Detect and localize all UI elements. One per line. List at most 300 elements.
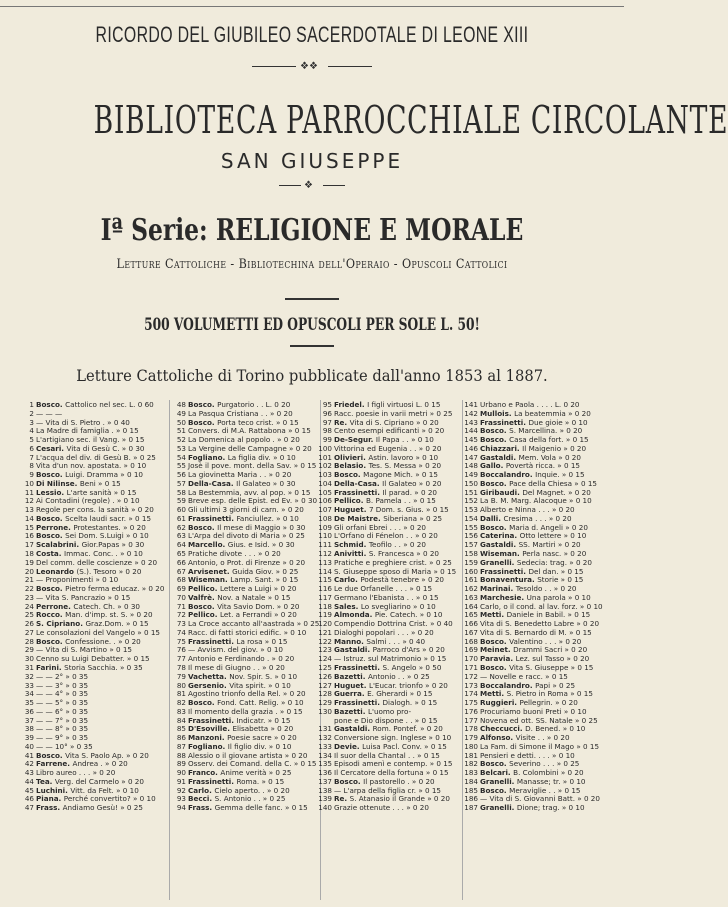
entry-number: 138: [318, 785, 332, 795]
entry-number: 106: [318, 496, 332, 506]
entry-title: B. Colombini » 0 20: [513, 768, 584, 778]
entry-title: Il Galateo » 0 30: [236, 478, 296, 488]
entry-author: Frassinetti.: [188, 636, 237, 646]
entry-author: Gastaldi.: [480, 452, 519, 462]
entry-number: 104: [318, 478, 332, 488]
entry-number: 186: [464, 794, 478, 804]
entry-number: 166: [464, 619, 478, 629]
entry-title: D. Bened. » 0 10: [525, 724, 586, 734]
entry-title: Gius. e Isid. » 0 30: [227, 540, 295, 550]
entry-author: Gastaldi.: [480, 540, 519, 550]
entry-title: Del dan. » 0 15: [528, 566, 584, 576]
entry-number: 37: [24, 715, 34, 725]
entry-number: 90: [176, 768, 186, 778]
short-rule: [285, 298, 339, 300]
entry-title: Gemma delle fanc. » 0 15: [214, 803, 308, 813]
entry-author: Metti.: [480, 610, 507, 620]
entry-author: Cesari.: [36, 443, 67, 453]
entry-title: S. Francesca » 0 20: [368, 549, 439, 559]
entry-number: 159: [464, 557, 478, 567]
entry-number: 77: [176, 654, 186, 664]
entry-number: 115: [318, 575, 332, 585]
entry-title: Guida Giov. » 0 25: [232, 566, 299, 576]
entry-title: — Vita di S. Martino » 0 15: [36, 645, 133, 655]
catalog-column-2: [172, 401, 322, 813]
entry-number: 100: [318, 443, 332, 453]
entry-title: B. Pamela . . » 0 15: [365, 496, 436, 506]
entry-number: 97: [322, 417, 332, 427]
entry-title: L'artigiano sec. il Vang. » 0 15: [36, 435, 145, 445]
entry-number: 108: [318, 513, 332, 523]
entry-number: 25: [24, 610, 34, 620]
entry-title: Episodi amenì e contemp. » 0 15: [334, 759, 453, 769]
entry-title: Salmi . . . » 0 40: [366, 636, 426, 646]
entry-title: Carlo, o il cond. al lav. forz. » 0 10: [480, 601, 603, 611]
entry-number: 24: [24, 601, 34, 611]
entry-title: Ai Contadini (regole) . » 0 10: [36, 496, 140, 506]
entry-title: Convers. di M.A. Rattabona » 0 15: [188, 426, 311, 436]
entry-title: — — 10° » 0 35: [36, 741, 93, 751]
entry-title: La Pasqua Cristiana . . » 0 20: [188, 408, 293, 418]
entry-number: 107: [318, 505, 332, 515]
entry-title: Nov. a Natale » 0 15: [217, 592, 291, 602]
entry-title: Elisabetta » 0 20: [232, 724, 294, 734]
entry-title: Luigi. Dramma » 0 10: [65, 470, 143, 480]
entry-number: 168: [464, 636, 478, 646]
entry-title: S. Pietro in Roma » 0 15: [506, 689, 593, 699]
entry-title: Pace della Chiesa » 0 15: [509, 478, 597, 488]
entry-author: Della-Casa.: [334, 478, 383, 488]
entry-title: Magone Mich. » 0 15: [363, 470, 438, 480]
entry-author: Luchini.: [36, 785, 71, 795]
entry-title: — L'arpa della figlia cr. » 0 15: [334, 785, 442, 795]
entry-number: 45: [24, 785, 34, 795]
entry-number: 48: [176, 400, 186, 409]
entry-title: Papi » 0 25: [535, 680, 576, 690]
entry-title: Vitt. da Felt. » 0 10: [70, 785, 139, 795]
entry-author: Huguet.: [334, 505, 369, 515]
entry-number: 101: [318, 452, 332, 462]
entry-title: Fanciullez. » 0 10: [236, 513, 299, 523]
entry-title: Il mese di Giugno . . » 0 20: [188, 662, 285, 672]
entry-number: 60: [176, 505, 186, 515]
entry-number: 51: [176, 426, 186, 436]
entry-author: Giribaudi.: [480, 487, 523, 497]
entry-author: Caterina.: [480, 531, 520, 541]
entry-title: Il Cercatore della fortuna » 0 15: [334, 768, 449, 778]
entry-number: 125: [318, 662, 332, 672]
entry-title: Let. a Ferrandi » 0 20: [219, 610, 297, 620]
entry-title: Pietro ferma educaz. » 0 20: [65, 584, 165, 594]
entry-title: Josè il pove. mont. della Sav. » 0 15: [188, 461, 317, 471]
entry-title: Racc. poesie in varii metri » 0 25: [334, 408, 453, 418]
entry-title: Pratiche divote . . . » 0 20: [188, 549, 281, 559]
entry-author: Bosco.: [480, 759, 510, 769]
entry-number: 114: [318, 566, 332, 576]
entry-number: 182: [464, 759, 478, 769]
entry-author: Gallo.: [480, 461, 506, 471]
entry-title: Beni » 0 15: [79, 478, 121, 488]
entry-title: Luisa Pacl. Conv. » 0 15: [362, 741, 447, 751]
entry-author: Pellico.: [188, 610, 220, 620]
entry-author: Sales.: [334, 601, 361, 611]
entry-author: Perrone.: [36, 522, 74, 532]
entry-title: Il Maigenio » 0 20: [522, 443, 587, 453]
entry-title: La Fam. di Simone il Mago » 0 15: [480, 741, 600, 751]
entry-author: D'Esoville.: [188, 724, 233, 734]
entry-number: 176: [464, 706, 478, 716]
entry-number: 187: [464, 803, 478, 813]
entry-number: 34: [24, 689, 34, 699]
entry-number: 57: [176, 478, 186, 488]
entry-number: 28: [24, 636, 34, 646]
entry-author: Carlo.: [334, 575, 361, 585]
entry-title: Urbano e Paola . . . . L. 0 20: [480, 400, 580, 409]
entry-title: Regole per cons. la sanità » 0 20: [36, 505, 154, 515]
series-title: Iª Serie: RELIGIONE E MORALE: [100, 213, 524, 248]
entry-number: 105: [318, 487, 332, 497]
entry-author: Franco.: [188, 768, 221, 778]
entry-author: Chiazzari.: [480, 443, 523, 453]
catalog-column-4: [464, 401, 614, 813]
entry-number: 12: [24, 496, 34, 506]
entry-author: Bosco.: [480, 785, 510, 795]
entry-author: Belasio.: [334, 461, 369, 471]
entry-author: Frassinetti.: [188, 715, 237, 725]
entry-title: Le due Orfanelle . . . » 0 15: [334, 584, 433, 594]
entry-title: — — 9° » 0 35: [36, 733, 89, 743]
entry-author: Granelli.: [480, 776, 517, 786]
entry-title: — Avvism. del giov. » 0 10: [188, 645, 283, 655]
entry-title: Andiamo Gesù! » 0 25: [62, 803, 143, 813]
entry-number: 116: [318, 584, 332, 594]
entry-author: S. Cipriano.: [36, 619, 86, 629]
entry-title: Fond. Catt. Relig. » 0 10: [217, 698, 304, 708]
entry-author: Frassinetti.: [334, 487, 383, 497]
entry-number: 71: [176, 601, 186, 611]
entry-author: Bosco.: [188, 417, 218, 427]
entry-title: I figli virtuosi L. 0 15: [367, 400, 441, 409]
entry-title: Compendio Dottrina Crist. » 0 40: [334, 619, 453, 629]
entry-number: 9: [29, 470, 34, 480]
entry-title: Inquie. » 0 15: [535, 470, 585, 480]
entry-number: 181: [464, 750, 478, 760]
entry-title: Cenno su Luigi Debatter. » 0 15: [36, 654, 150, 664]
entry-number: 6: [29, 443, 34, 453]
entry-title: Gior.Papas » 0 30: [81, 540, 145, 550]
entry-title: Otto lettere » 0 10: [519, 531, 587, 541]
entry-number: 183: [464, 768, 478, 778]
entry-number: 147: [464, 452, 478, 462]
entry-title: Pie. Catech. » 0 10: [374, 610, 443, 620]
entry-title: Dione; trag. » 0 10: [516, 803, 585, 813]
entry-number: 36: [24, 706, 34, 716]
entry-title: Dialogh. » 0 15: [382, 698, 438, 708]
entry-title: La rosa » 0 15: [236, 636, 288, 646]
entry-title: Il Galateo » 0 20: [382, 478, 442, 488]
entry-title: Il mese di Maggio » 0 30: [217, 522, 306, 532]
entry-title: Germano l'Ebanista . . » 0 15: [334, 592, 439, 602]
entry-number: 47: [24, 803, 34, 813]
entry-title: Man. d'imp. st. S. » 0 20: [65, 610, 153, 620]
entry-number: 83: [176, 706, 186, 716]
catalog-entry: [172, 804, 322, 813]
entry-author: Boccalandro.: [480, 680, 536, 690]
entry-number: 157: [464, 540, 478, 550]
entry-number: 26: [24, 619, 34, 629]
entry-author: Scalabrini.: [36, 540, 82, 550]
entry-number: 41: [24, 750, 34, 760]
entry-author: Frass.: [36, 803, 63, 813]
entry-number: 128: [318, 689, 332, 699]
entry-title: Astin. lavoro » 0 10: [368, 452, 439, 462]
entry-author: Frassinetti.: [334, 662, 383, 672]
entry-title: S. Giuseppe sposo di Maria » 0 15: [334, 566, 457, 576]
entry-number: 91: [176, 776, 186, 786]
entry-title: Visite . . » 0 20: [515, 733, 570, 743]
entry-author: Frassinetti.: [188, 776, 237, 786]
entry-author: Friedel.: [334, 400, 368, 409]
entry-title: Pellegrin. » 0 20: [519, 698, 578, 708]
entry-number: 175: [464, 698, 478, 708]
entry-title: Cresima . . . » 0 20: [503, 513, 572, 523]
entry-number: 142: [464, 408, 478, 418]
entry-title: Tes. S. Messa » 0 20: [368, 461, 442, 471]
entry-number: 136: [318, 768, 332, 778]
entry-title: Vita di S. Benedetto Labre » 0 20: [480, 619, 600, 629]
entry-title: — Proponimenti » 0 10: [36, 575, 119, 585]
entry-number: 103: [318, 470, 332, 480]
entry-title: La B. M. Marg. Alacoque » 0 10: [480, 496, 592, 506]
collections-line: Letture Cattoliche - Bibliotechina dell'Operaio - Opuscoli Cattolici: [116, 257, 508, 272]
entry-title: Vita S. Giuseppe » 0 15: [509, 662, 594, 672]
entry-author: Bosco.: [334, 776, 364, 786]
entry-number: 5: [29, 435, 34, 445]
entry-number: 21: [24, 575, 34, 585]
entry-title: Sei Dom. S.Luigi » 0 10: [65, 531, 149, 541]
entry-title: S. Angelo » 0 50: [382, 662, 442, 672]
entry-number: 81: [176, 689, 186, 699]
entry-title: Il Papa . . » 0 10: [375, 435, 434, 445]
entry-author: Perrone.: [36, 601, 74, 611]
entry-title: — Vita S. Pancrazio » 0 15: [36, 592, 131, 602]
entry-author: De-Segur.: [334, 435, 376, 445]
entry-title: Maria d. Angeli » 0 20: [509, 522, 588, 532]
entry-number: 185: [464, 785, 478, 795]
entry-number: 62: [176, 522, 186, 532]
entry-number: 87: [176, 741, 186, 751]
entry-author: Metti.: [480, 689, 507, 699]
entry-author: Ruggieri.: [480, 698, 520, 708]
entry-title: La Bestemmia, avv. al pop. » 0 15: [188, 487, 311, 497]
entry-number: 32: [24, 671, 34, 681]
entry-number: 14: [24, 513, 34, 523]
entry-author: Boccalandro.: [480, 470, 536, 480]
entry-author: Dalli.: [480, 513, 504, 523]
entry-number: 39: [24, 733, 34, 743]
entry-number: 140: [318, 803, 332, 813]
entry-author: Bosco.: [36, 531, 66, 541]
entry-title: Poesie sacre » 0 20: [227, 733, 297, 743]
ornament-divider: ❖❖: [252, 62, 372, 72]
entry-number: 2: [29, 408, 34, 418]
entry-author: Pellico.: [188, 584, 220, 594]
entry-title: — — 6° » 0 35: [36, 706, 89, 716]
entry-author: Meinet.: [480, 645, 514, 655]
entry-number: 173: [464, 680, 478, 690]
entry-title: Procuriamo buoni Preti » 0 10: [480, 706, 587, 716]
entry-number: 70: [176, 592, 186, 602]
entry-title: Pensieri e detti. . . . » 0 10: [480, 750, 575, 760]
entry-number: 127: [318, 680, 332, 690]
entry-number: 165: [464, 610, 478, 620]
entry-number: 59: [176, 496, 186, 506]
entry-title: Alberto e Ninna . . . » 0 20: [480, 505, 575, 515]
entry-title: L'uomo pro-: [367, 706, 412, 716]
entry-number: 52: [176, 435, 186, 445]
entry-number: 110: [318, 531, 332, 541]
entry-title: L'acqua del div. di Gesù B. » 0 25: [36, 452, 156, 462]
entry-title: Valentino . . . » 0 20: [509, 636, 582, 646]
entry-number: 111: [318, 540, 332, 550]
entry-number: 161: [464, 575, 478, 585]
entry-title: Siberiana » 0 25: [383, 513, 443, 523]
entry-number: 94: [176, 803, 186, 813]
entry-title: — — 4° » 0 35: [36, 689, 89, 699]
entry-number: 22: [24, 584, 34, 594]
entry-author: Granelli.: [480, 803, 517, 813]
entry-title: Vita S. Paolo Ap. » 0 20: [65, 750, 149, 760]
entry-author: Piana.: [36, 794, 64, 804]
entry-author: Vachetta.: [188, 671, 230, 681]
entry-author: Marinai.: [480, 584, 516, 594]
entry-author: Bosco.: [188, 698, 218, 708]
entry-author: Costa.: [36, 549, 65, 559]
entry-title: Rom. Pontef. » 0 20: [372, 724, 443, 734]
entry-title: Il figlio div. » 0 10: [227, 741, 292, 751]
entry-number: 132: [318, 733, 332, 743]
entry-author: Farini.: [36, 662, 65, 672]
entry-number: 93: [176, 794, 186, 804]
entry-number: 30: [24, 654, 34, 664]
entry-title: Dialoghi popolari . . . » 0 20: [334, 627, 434, 637]
entry-number: 134: [318, 750, 332, 760]
section-heading: Letture Cattoliche di Torino pubblicate dall'anno 1853 al 1887.: [76, 366, 548, 385]
entry-title: Antonio . . » 0 25: [367, 671, 430, 681]
entry-title: Cento esempi edificanti » 0 20: [334, 426, 445, 436]
entry-title: Tesoldo . . » 0 20: [515, 584, 577, 594]
entry-number: 179: [464, 733, 478, 743]
entry-author: Bosco.: [480, 522, 510, 532]
entry-title: Lettere a Luigi » 0 20: [219, 584, 297, 594]
entry-number: 130: [318, 706, 332, 716]
entry-number: 82: [176, 698, 186, 708]
offer-line: 500 VOLUMETTI ED OPUSCOLI PER SOLE L. 50!: [144, 315, 480, 335]
entry-number: 117: [318, 592, 332, 602]
entry-title: — — 7° » 0 35: [36, 715, 89, 725]
entry-author: Carlo.: [188, 785, 215, 795]
entry-author: Bosco.: [188, 400, 218, 409]
entry-title: (S.). Tesoro » 0 20: [76, 566, 142, 576]
entry-author: Farrene.: [36, 759, 73, 769]
entry-title: Lez. sul Tasso » 0 20: [515, 654, 590, 664]
entry-author: Frassinetti.: [334, 698, 383, 708]
entry-number: 10: [24, 478, 34, 488]
entry-number: 184: [464, 776, 478, 786]
entry-title: Porta teco crist. » 0 15: [217, 417, 299, 427]
entry-number: 170: [464, 654, 478, 664]
entry-author: Arvisenet.: [188, 566, 233, 576]
entry-title: Gli orfani Ebrei . . . » 0 20: [334, 522, 426, 532]
entry-title: — — —: [36, 408, 63, 418]
entry-title: Anime verità » 0 25: [220, 768, 292, 778]
entry-title: Conversione sign. Inglese » 0 10: [334, 733, 452, 743]
entry-number: 145: [464, 435, 478, 445]
entry-title: S. Marcellina. » 0 20: [509, 426, 583, 436]
entry-number: 58: [176, 487, 186, 497]
entry-title: Le consolazioni del Vangelo » 0 15: [36, 627, 160, 637]
entry-title: Sedecia: trag. » 0 20: [516, 557, 592, 567]
entry-title: Novena ed ott. SS. Natale » 0 25: [480, 715, 598, 725]
entry-author: Fogliano.: [188, 452, 228, 462]
entry-number: 120: [318, 619, 332, 629]
entry-number: 74: [176, 627, 186, 637]
entry-title: Vita spirit. » 0 10: [229, 680, 291, 690]
entry-number: 86: [176, 733, 186, 743]
entry-title: S. Atanasio il Grande » 0 20: [349, 794, 450, 804]
entry-number: 54: [176, 452, 186, 462]
entry-title: Purgatorio . . L. 0 20: [217, 400, 291, 409]
entry-author: Paravia.: [480, 654, 516, 664]
entry-author: Frassinetti.: [480, 566, 529, 576]
entry-title: Severino . . . » 0 25: [509, 759, 580, 769]
entry-title: La Domenica al popolo . » 0 20: [188, 435, 300, 445]
entry-number: 38: [24, 724, 34, 734]
entry-number: 177: [464, 715, 478, 725]
entry-number: 164: [464, 601, 478, 611]
entry-title: Storia Sacchia. » 0 35: [64, 662, 143, 672]
entry-title: — — 5° » 0 35: [36, 698, 89, 708]
entry-author: Di Nilinse.: [36, 478, 80, 488]
entry-number: 153: [464, 505, 478, 515]
entry-number: 180: [464, 741, 478, 751]
catalog-entry: [464, 804, 614, 813]
entry-title: Vita d'un nov. apostata. » 0 10: [36, 461, 147, 471]
entry-author: Bosco.: [480, 478, 510, 488]
entry-number: 96: [322, 408, 332, 418]
entry-number: 89: [176, 759, 186, 769]
entry-title: La figlia div. » 0 10: [227, 452, 296, 462]
entry-title: Catech. Ch. » 0 30: [73, 601, 140, 611]
entry-number: 135: [318, 759, 332, 769]
entry-number: 43: [24, 768, 34, 778]
entry-title: — — 2° » 0 35: [36, 671, 89, 681]
entry-title: La Croce accanto all'aastrada » 0 25: [188, 619, 320, 629]
entry-number: 17: [24, 540, 34, 550]
entry-title: Cattolico nel sec. L. 0 60: [65, 400, 154, 409]
entry-number: 99: [322, 435, 332, 445]
entry-number: 18: [24, 549, 34, 559]
entry-number: 56: [176, 470, 186, 480]
entry-number: 131: [318, 724, 332, 734]
entry-author: Leonardo: [36, 566, 77, 576]
entry-title: L'Arpa del divoto di Maria » 0 25: [188, 531, 305, 541]
entry-number: 152: [464, 496, 478, 506]
entry-number: 139: [318, 794, 332, 804]
entry-title: Grazie ottenute . . . » 0 20: [334, 803, 429, 813]
entry-title: Vittorina ed Eugenia . . » 0 20: [334, 443, 442, 453]
library-title: BIBLIOTECA PARROCCHIALE CIRCOLANTE: [93, 98, 728, 142]
